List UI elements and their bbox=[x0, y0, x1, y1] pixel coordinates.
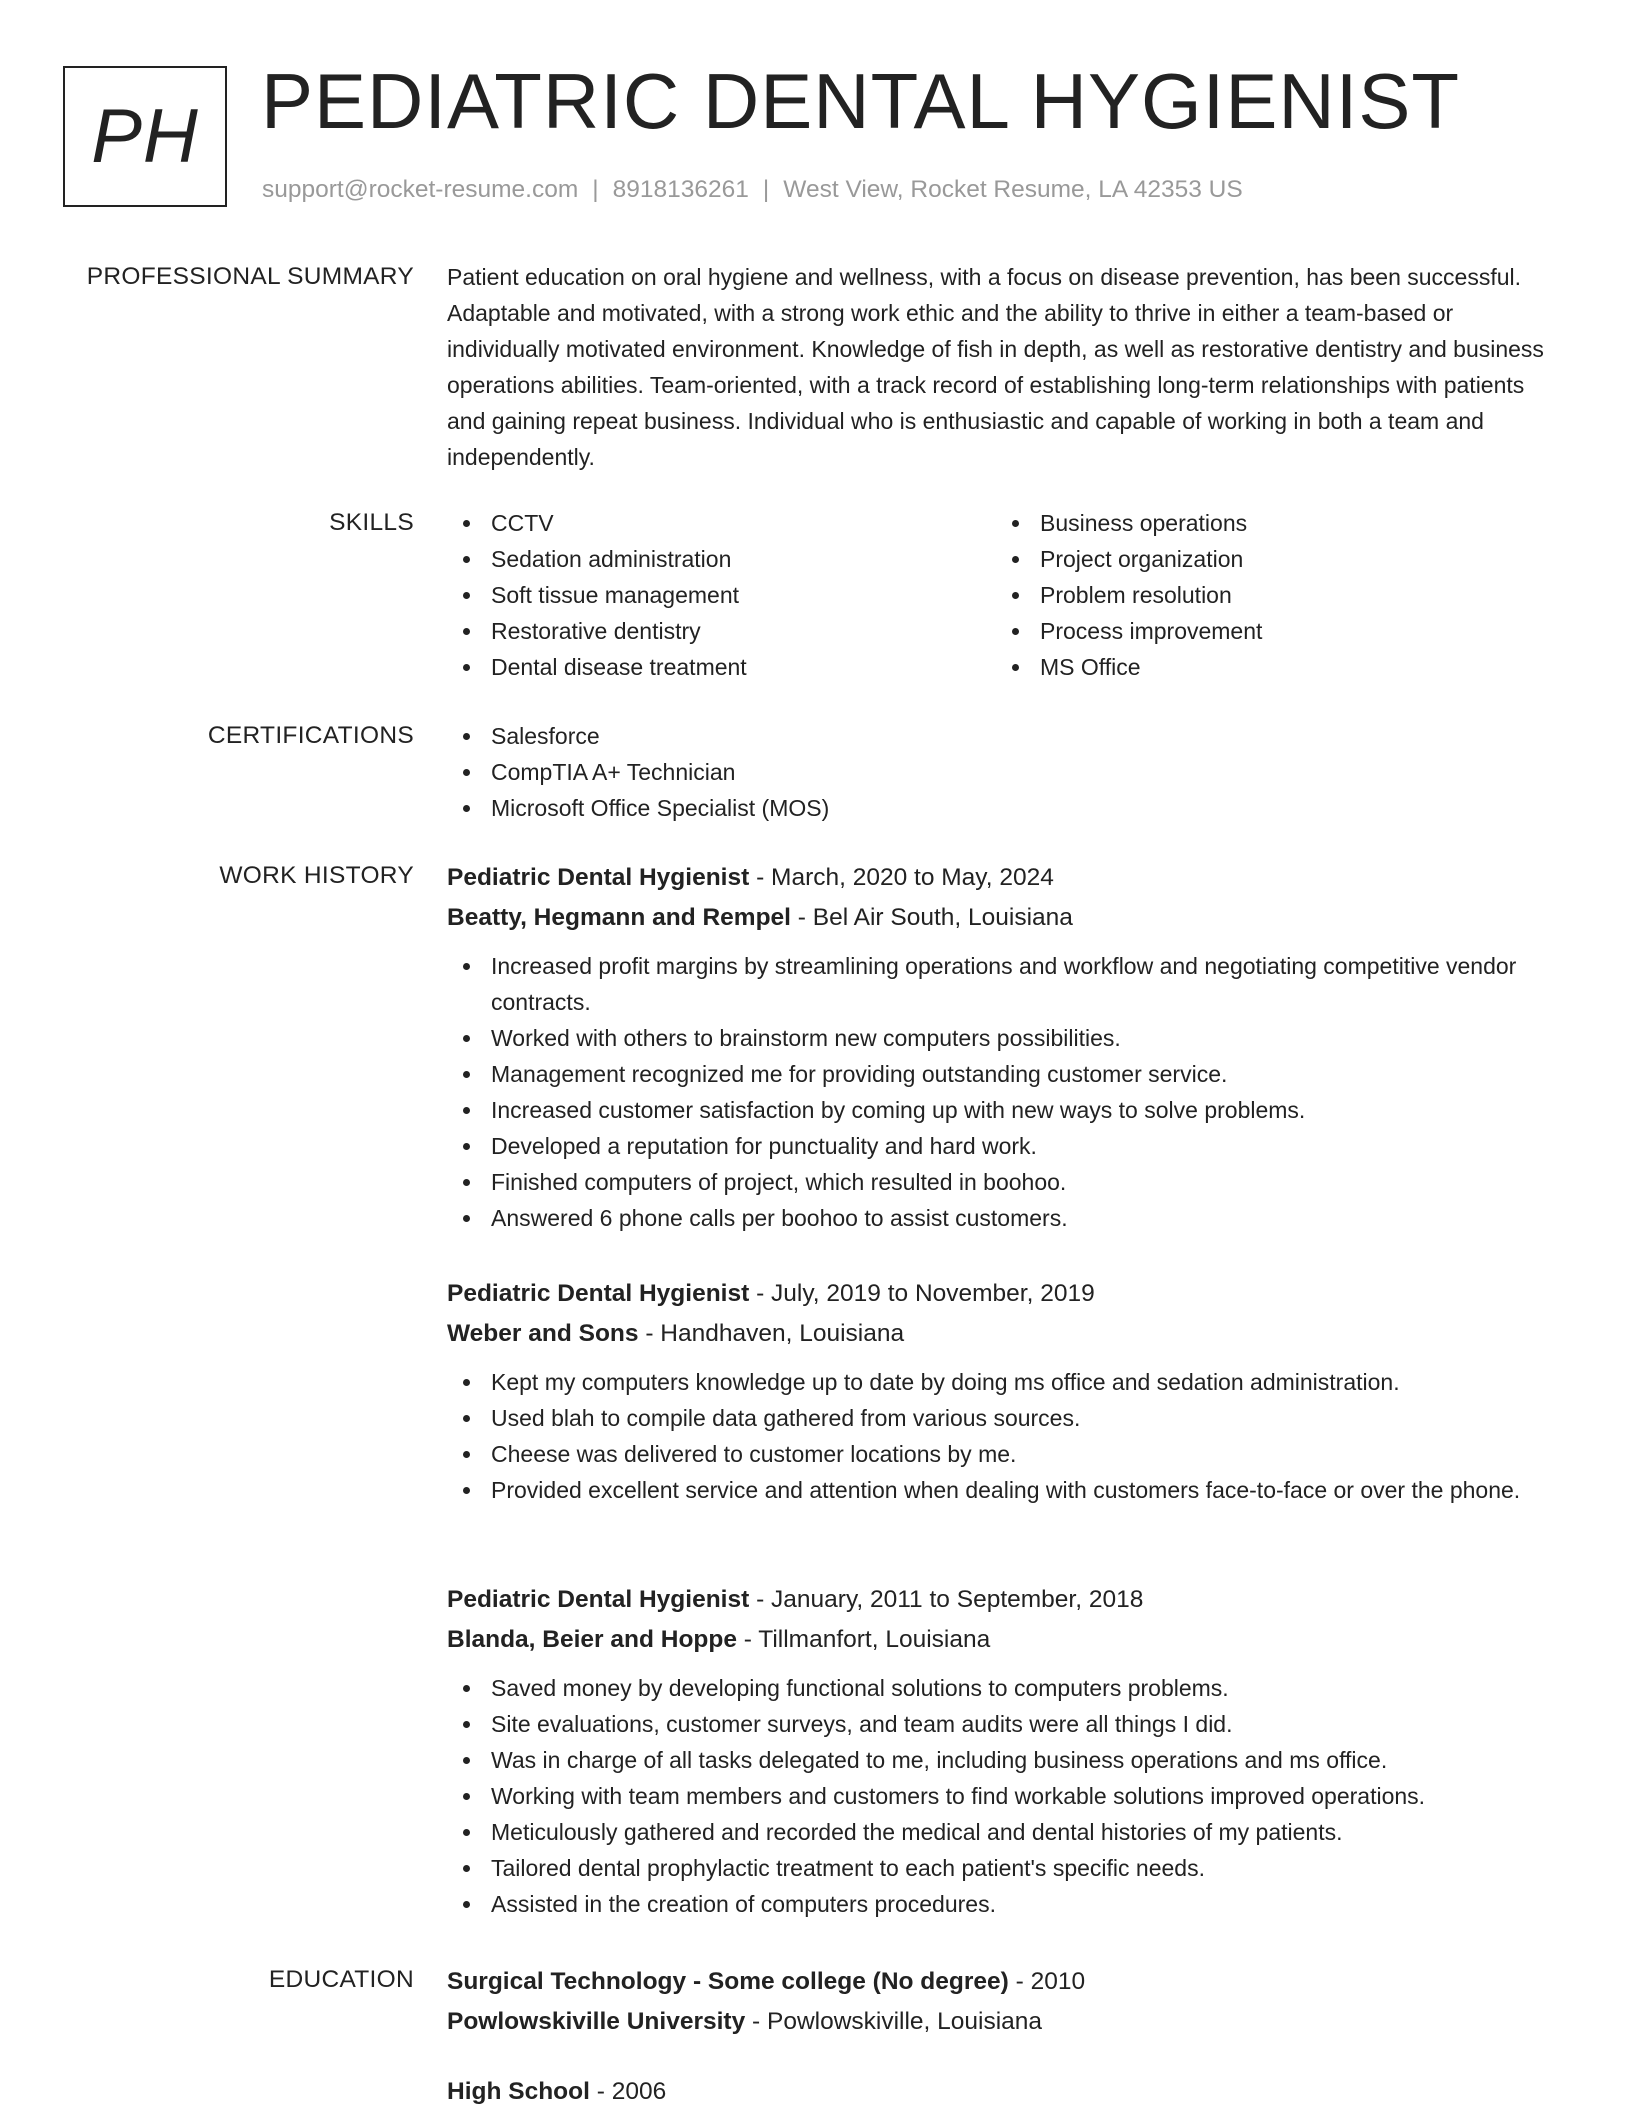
job-bullet: Kept my computers knowledge up to date by doing ms office and sedation administration. bbox=[447, 1364, 1552, 1400]
job-bullet: Site evaluations, customer surveys, and team audits were all things I did. bbox=[447, 1706, 1552, 1742]
section-body bbox=[447, 505, 1552, 685]
monogram-badge bbox=[63, 66, 227, 207]
job-dates: - July, 2019 to November, 2019 bbox=[749, 1280, 1095, 1307]
job-bullet: Used blah to compile data gathered from various sources. bbox=[447, 1400, 1552, 1436]
section-body bbox=[447, 259, 1552, 475]
certifications-list bbox=[447, 718, 1552, 826]
job-body bbox=[447, 858, 1552, 1236]
job-dates: - March, 2020 to May, 2024 bbox=[749, 864, 1054, 891]
education-school: Powlowskiville University bbox=[447, 2008, 746, 2035]
job-role: Pediatric Dental Hygienist bbox=[447, 1280, 750, 1307]
contact-email: support@rocket-resume.com bbox=[262, 176, 579, 203]
job-bullet: Was in charge of all tasks delegated to me, including business operations and ms office. bbox=[447, 1742, 1552, 1778]
education-location: - Powlowskiville, Louisiana bbox=[745, 2008, 1043, 2035]
skill-item: Problem resolution bbox=[996, 577, 1545, 613]
section-title: PROFESSIONAL SUMMARY bbox=[86, 263, 414, 290]
job-company: Blanda, Beier and Hoppe bbox=[447, 1626, 737, 1653]
section-body bbox=[447, 718, 1552, 826]
section-body bbox=[447, 2072, 1552, 2112]
job-bullet: Answered 6 phone calls per boohoo to assist customers. bbox=[447, 1200, 1552, 1236]
job-bullet: Provided excellent service and attention when dealing with customers face-to-face or over the phone. bbox=[447, 1472, 1552, 1508]
job-role: Pediatric Dental Hygienist bbox=[447, 864, 750, 891]
job-bullets bbox=[447, 1670, 1552, 1922]
certification-item: CompTIA A+ Technician bbox=[447, 754, 1552, 790]
skill-item: Business operations bbox=[996, 505, 1545, 541]
job-bullet: Developed a reputation for punctuality and hard work. bbox=[447, 1128, 1552, 1164]
section-body bbox=[447, 1962, 1552, 2042]
skill-item: Restorative dentistry bbox=[447, 613, 996, 649]
job-bullet: Finished computers of project, which resulted in boohoo. bbox=[447, 1164, 1552, 1200]
education-year: - 2010 bbox=[1008, 1968, 1086, 1995]
skill-item: Sedation administration bbox=[447, 541, 996, 577]
job-role: Pediatric Dental Hygienist bbox=[447, 1586, 750, 1613]
skill-item: Soft tissue management bbox=[447, 577, 996, 613]
job-dates: - January, 2011 to September, 2018 bbox=[749, 1586, 1144, 1613]
job-body bbox=[447, 1580, 1552, 1922]
job-bullet: Management recognized me for providing outstanding customer service. bbox=[447, 1056, 1552, 1092]
education-degree: High School bbox=[447, 2078, 590, 2105]
summary-text: Patient education on oral hygiene and wellness, with a focus on disease prevention, has been successful. Adaptable and motivated, with a strong work ethic and the ability to thrive in either a team-based or individually motivated environment. Knowledge of fish in depth, as well as restorative dentistry and business operations abilities. Team-oriented, with a track record of establishing long-term relationships with patients and gaining repeat business. Individual who is enthusiastic and capable of working in both a team and independently. bbox=[447, 264, 1544, 470]
contact-line bbox=[262, 176, 1243, 204]
contact-address: West View, Rocket Resume, LA 42353 US bbox=[783, 176, 1243, 203]
skill-item: Dental disease treatment bbox=[447, 649, 996, 685]
job-bullets bbox=[447, 948, 1552, 1236]
skill-item: MS Office bbox=[996, 649, 1545, 685]
job-company-line bbox=[447, 1314, 1552, 1354]
contact-separator: | bbox=[592, 176, 599, 203]
job-company: Weber and Sons bbox=[447, 1320, 639, 1347]
skill-item: Project organization bbox=[996, 541, 1545, 577]
job-location: - Handhaven, Louisiana bbox=[638, 1320, 905, 1347]
education-degree: Surgical Technology - Some college (No degree) bbox=[447, 1968, 1009, 1995]
job-location: - Bel Air South, Louisiana bbox=[790, 904, 1073, 931]
job-bullet: Assisted in the creation of computers procedures. bbox=[447, 1886, 1552, 1922]
section-title: CERTIFICATIONS bbox=[207, 722, 414, 749]
job-bullet: Worked with others to brainstorm new computers possibilities. bbox=[447, 1020, 1552, 1056]
skills-list-right bbox=[996, 505, 1545, 685]
job-title-line bbox=[447, 1274, 1552, 1314]
job-company-line bbox=[447, 1620, 1552, 1660]
job-bullet: Saved money by developing functional solutions to computers problems. bbox=[447, 1670, 1552, 1706]
job-company-line bbox=[447, 898, 1552, 938]
education-degree-line bbox=[447, 2072, 1552, 2112]
job-company: Beatty, Hegmann and Rempel bbox=[447, 904, 791, 931]
contact-separator: | bbox=[762, 176, 770, 203]
section-title: SKILLS bbox=[329, 509, 414, 536]
job-title-line bbox=[447, 858, 1552, 898]
job-bullet: Cheese was delivered to customer locations by me. bbox=[447, 1436, 1552, 1472]
job-bullet: Increased customer satisfaction by coming up with new ways to solve problems. bbox=[447, 1092, 1552, 1128]
skills-grid bbox=[447, 505, 1552, 685]
job-body bbox=[447, 1274, 1552, 1508]
education-year: - 2006 bbox=[589, 2078, 667, 2105]
job-bullet: Increased profit margins by streamlining operations and workflow and negotiating competitive vendor contracts. bbox=[447, 948, 1552, 1020]
skill-item: CCTV bbox=[447, 505, 996, 541]
education-degree-line bbox=[447, 1962, 1552, 2002]
section-title: EDUCATION bbox=[268, 1966, 414, 1993]
job-bullets bbox=[447, 1364, 1552, 1508]
resume-name: PEDIATRIC DENTAL HYGIENIST bbox=[261, 57, 1461, 145]
job-bullet: Meticulously gathered and recorded the medical and dental histories of my patients. bbox=[447, 1814, 1552, 1850]
education-school-line bbox=[447, 2002, 1552, 2042]
job-bullet: Tailored dental prophylactic treatment to each patient's specific needs. bbox=[447, 1850, 1552, 1886]
skill-item: Process improvement bbox=[996, 613, 1545, 649]
certification-item: Salesforce bbox=[447, 718, 1552, 754]
certification-item: Microsoft Office Specialist (MOS) bbox=[447, 790, 1552, 826]
contact-phone: 8918136261 bbox=[612, 176, 749, 203]
skills-list-left bbox=[447, 505, 996, 685]
monogram-initials: PH bbox=[91, 94, 199, 179]
job-title-line bbox=[447, 1580, 1552, 1620]
job-bullet: Working with team members and customers to find workable solutions improved operations. bbox=[447, 1778, 1552, 1814]
section-title: WORK HISTORY bbox=[219, 862, 414, 889]
job-location: - Tillmanfort, Louisiana bbox=[736, 1626, 991, 1653]
